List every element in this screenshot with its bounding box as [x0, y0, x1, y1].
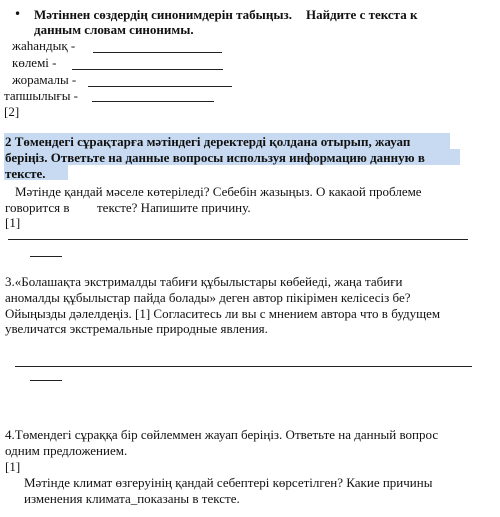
task3-line-1: 3.«Болашақта экстрималды табиғи құбылыстары көбейеді, жаңа табиғи	[5, 274, 403, 289]
answer-line-3[interactable]	[88, 86, 232, 87]
synonym-word-3: жорамалы -	[12, 72, 77, 87]
task4-line-2: одним предложением.	[5, 443, 128, 458]
task3-answer-line-1[interactable]	[15, 366, 472, 367]
task3-line-2: аномалды құбылыстар пайда болады» деген автор пікірімен келісесіз бе?	[5, 290, 411, 305]
synonym-word-1: жаһандық -	[12, 38, 76, 53]
task1-title-kazakh: Мәтіннен сөздердің синонимдерін табыңыз.	[34, 7, 292, 22]
task4-line-1: 4.Төмендегі сұраққа бір сөйлеммен жауап беріңіз. Ответьте на данный вопрос	[5, 427, 439, 442]
task2-question-line-1: Мәтінде қандай мәселе көтеріледі? Себебін жазыңыз. О какаой проблеме	[15, 184, 422, 199]
task4-question-line-1: Мәтінде климат өзгеруінің қандай себептері көрсетілген? Какие причины	[24, 475, 433, 490]
task2-score: [1]	[5, 215, 21, 230]
task3-line-4: увеличатся экстремальные природные явления.	[5, 321, 268, 336]
task2-header-line-1: 2 Төмендегі сұрақтарға мәтіндегі деректерді қолдана отырып, жауап	[5, 134, 411, 149]
task2-answer-line-1[interactable]	[8, 239, 468, 240]
synonym-word-2: көлемі -	[12, 55, 57, 70]
task2-header-line-2: беріңіз. Ответьте на данные вопросы используя информацию данную в	[5, 150, 425, 165]
task1-title-russian: Найдите с текста к	[306, 7, 418, 22]
task1-title-russian-cont: данным словам синонимы.	[34, 22, 194, 37]
task2-question-line-2a: говорится в	[5, 200, 70, 215]
task2-header-line-3: тексте.	[5, 166, 46, 181]
task4-score: [1]	[5, 459, 21, 474]
task3-answer-line-2[interactable]	[30, 380, 62, 381]
synonym-word-4: тапшылығы -	[4, 88, 79, 103]
task3-line-3: Ойыңызды дәлелдеңіз. [1] Согласитесь ли вы с мнением автора что в будущем	[5, 306, 441, 321]
answer-line-4[interactable]	[92, 101, 214, 102]
task2-question-line-2b: тексте? Напишите причину.	[97, 200, 251, 215]
answer-line-2[interactable]	[72, 69, 223, 70]
answer-line-1[interactable]	[93, 52, 222, 53]
task1-score: [2]	[4, 104, 20, 119]
bullet-point: •	[14, 7, 22, 21]
task4-question-line-2: изменения климата_показаны в тексте.	[24, 491, 240, 506]
task2-answer-line-2[interactable]	[30, 256, 62, 257]
